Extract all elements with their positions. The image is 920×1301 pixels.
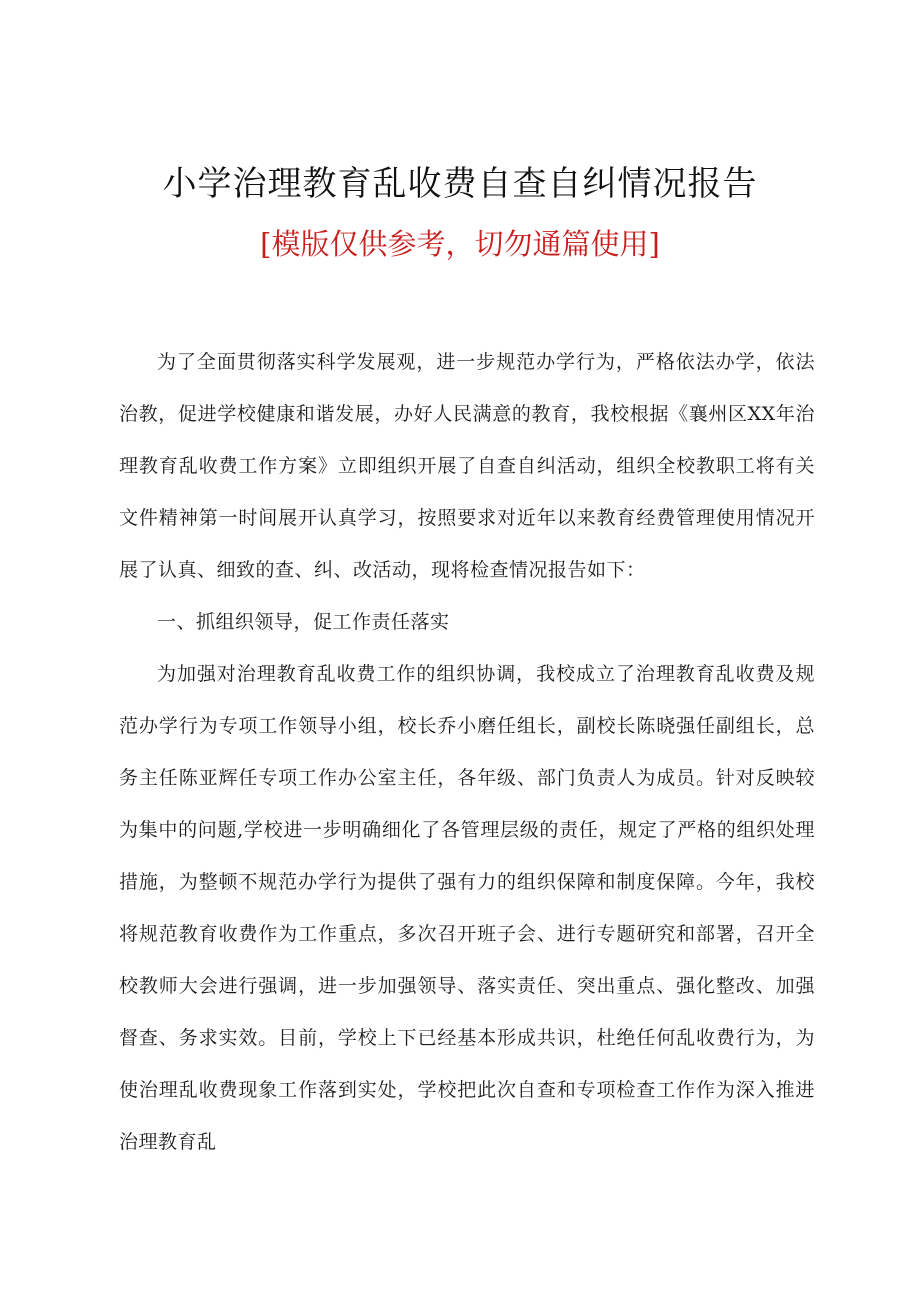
- document-title: 小学治理教育乱收费自查自纠情况报告: [162, 164, 758, 204]
- section-heading: 一、抓组织领导，促工作责任落实: [157, 611, 450, 633]
- template-notice: [模版仅供参考，切勿通篇使用]: [260, 227, 660, 261]
- intro-paragraph: 为了全面贯彻落实科学发展观，进一步规范办学行为，严格依法办学，依法治教，促进学校健康和谐发展，办好人民满意的教育，我校根据《襄州区XX年治理教育乱收费工作方案》立即组织开展了自查自纠活动，组织全校教职工将有关文件精神第一时间展开认真学习，按照要求对近年以来教育经费管理使用情况开展了认真、细致的查、纠、改活动，现将检查情况报告如下：: [119, 351, 815, 581]
- document-body: [119, 336, 815, 1168]
- section-paragraph: 为加强对治理教育乱收费工作的组织协调，我校成立了治理教育乱收费及规范办学行为专项工作领导小组，校长乔小磨任组长，副校长陈晓强任副组长，总务主任陈亚辉任专项工作办公室主任，各年级、部门负责人为成员。针对反映较为集中的问题,学校进一步明确细化了各管理层级的责任，规定了严格的组织处理措施，为整顿不规范办学行为提供了强有力的组织保障和制度保障。今年，我校将规范教育收费作为工作重点，多次召开班子会、进行专题研究和部署，召开全校教师大会进行强调，进一步加强领导、落实责任、突出重点、强化整改、加强督查、务求实效。目前，学校上下已经基本形成共识，杜绝任何乱收费行为，为使治理乱收费现象工作落到实处，学校把此次自查和专项检查工作作为深入推进治理教育乱: [119, 663, 815, 1153]
